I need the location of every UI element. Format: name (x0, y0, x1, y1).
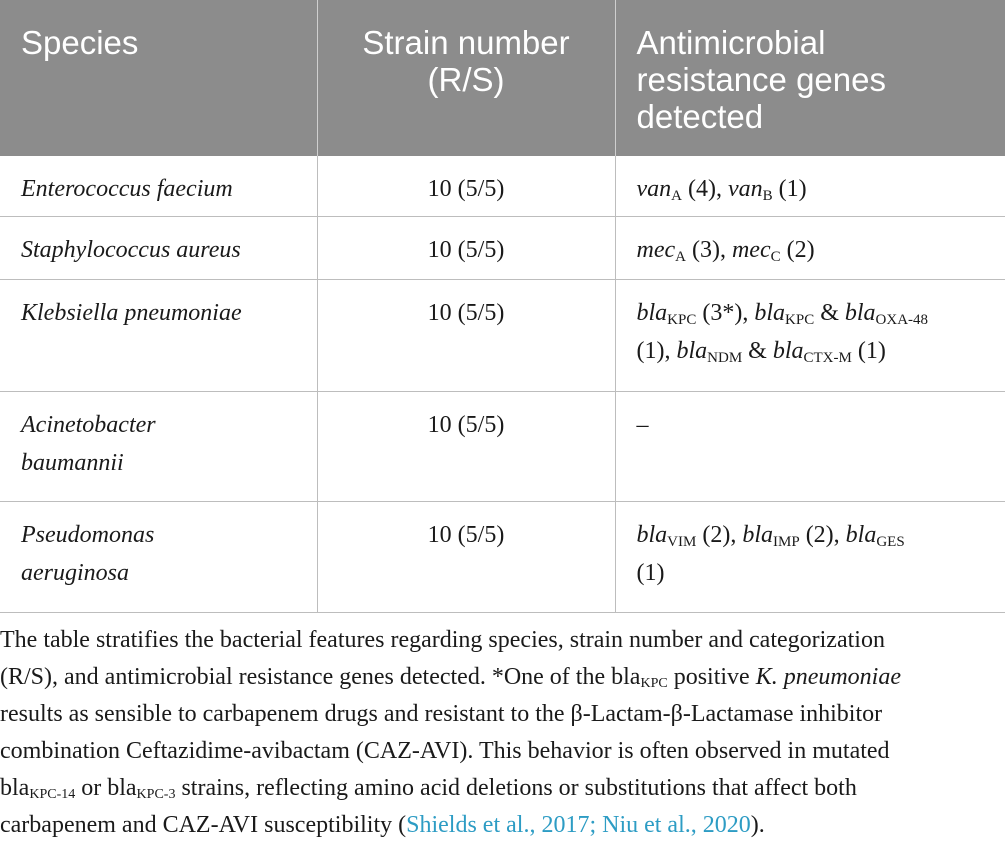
species-line: aeruginosa (21, 559, 129, 586)
gene-count: (4), (682, 176, 728, 202)
species-cell (0, 156, 317, 216)
gene-name: bla (636, 521, 668, 548)
gene-name: bla (636, 299, 668, 326)
gene-count: & (814, 299, 845, 326)
gene-name: bla (676, 337, 708, 364)
header-species: Species (0, 0, 317, 156)
footnote-line: combination Ceftazidime-avibactam (CAZ-AVI). This behavior is often observed in mutated (0, 738, 890, 764)
table-row (0, 279, 1005, 391)
gene-line (637, 170, 994, 208)
gene-name: van (727, 176, 763, 202)
gene-subscript: A (675, 248, 686, 265)
gene-count: (3*), (696, 299, 755, 326)
gene-count: (2), (696, 521, 743, 548)
gene-line (637, 294, 994, 332)
gene-line (637, 516, 994, 554)
gene-subscript: IMP (773, 533, 800, 550)
gene-subscript: KPC (667, 311, 697, 328)
footnote-line: The table stratifies the bacterial features regarding species, strain number and categorization (0, 627, 885, 653)
footnote-line: results as sensible to carbapenem drugs and resistant to the β-Lactam-β-Lactamase inhibitor (0, 701, 883, 727)
strain-number-cell: 10 (5/5) (317, 156, 615, 216)
gene-line (637, 554, 994, 592)
gene-subscript: B (762, 188, 773, 204)
header-resistance-genes: Antimicrobial resistance genes detected (636, 24, 886, 135)
resistance-genes-cell (615, 501, 1005, 612)
footnote-line: (R/S), and antimicrobial resistance genes detected. *One of the bla$_{KPC}$ positive K. pneumoniae (0, 664, 901, 691)
species-cell (0, 501, 317, 612)
gene-name: bla (754, 299, 786, 326)
gene-subscript: VIM (667, 533, 697, 550)
gene-name: bla (844, 299, 876, 326)
gene-count: (2), (799, 521, 846, 548)
gene-name: mec (731, 236, 771, 263)
strain-number-cell: 10 (5/5) (317, 501, 615, 612)
gene-line (637, 406, 994, 444)
resistance-genes-cell (615, 156, 1005, 216)
citation-link[interactable]: Shields et al., 2017; Niu et al., 2020 (406, 812, 751, 838)
species-cell (0, 279, 317, 391)
resistance-genes-cell (615, 216, 1005, 279)
strain-number-cell: 10 (5/5) (317, 279, 615, 391)
resistance-genes-cell (615, 279, 1005, 391)
header-strain-number: Strain number (R/S) (317, 0, 615, 156)
gene-name: bla (742, 521, 773, 548)
gene-count: (1) (851, 337, 886, 364)
gene-name: bla (845, 521, 877, 548)
gene-line (637, 332, 994, 370)
species-cell (0, 391, 317, 501)
strain-number-cell: 10 (5/5) (317, 216, 615, 279)
gene-count: (3), (685, 236, 732, 263)
gene-count: & (742, 337, 773, 364)
gene-subscript: NDM (707, 349, 743, 366)
species-line: Pseudomonas (21, 521, 155, 548)
gene-count: (2) (780, 236, 815, 263)
gene-name: mec (636, 236, 676, 263)
gene-count: (1) (772, 176, 807, 202)
gene-subscript: OXA-48 (875, 311, 929, 328)
species-cell (0, 216, 317, 279)
species-name: Klebsiella pneumoniae (21, 299, 242, 326)
table-footnote (0, 622, 1000, 844)
gene-subscript: A (671, 188, 682, 204)
gene-name: van (636, 176, 672, 202)
gene-count: (1), (636, 337, 677, 364)
resistance-genes-cell (615, 391, 1005, 501)
table-row (0, 216, 1005, 279)
gene-subscript: KPC (785, 311, 815, 328)
footnote-line: bla$_{KPC-14}$ or bla$_{KPC-3}$ strains, reflecting amino acid deletions or substitutions that affect both (0, 775, 857, 802)
table-row (0, 156, 1005, 216)
species-name: Enterococcus faecium (21, 176, 233, 202)
species-name: Staphylococcus aureus (21, 236, 241, 263)
table-row (0, 501, 1005, 612)
gene-name: bla (772, 337, 804, 364)
strain-number-cell: 10 (5/5) (317, 391, 615, 501)
gene-subscript: C (770, 248, 781, 265)
gene-subscript: CTX-M (803, 349, 852, 366)
species-line: baumannii (21, 449, 124, 476)
table-row (0, 391, 1005, 501)
table-header-row (0, 0, 1005, 156)
gene-subscript: GES (876, 533, 905, 550)
gene-line (637, 231, 994, 269)
species-line: Acinetobacter (21, 411, 156, 438)
gene-count: – (636, 411, 649, 438)
footnote-line: carbapenem and CAZ-AVI susceptibility (Shields et al., 2017; Niu et al., 2020). (0, 812, 765, 838)
gene-count: (1) (636, 559, 665, 586)
